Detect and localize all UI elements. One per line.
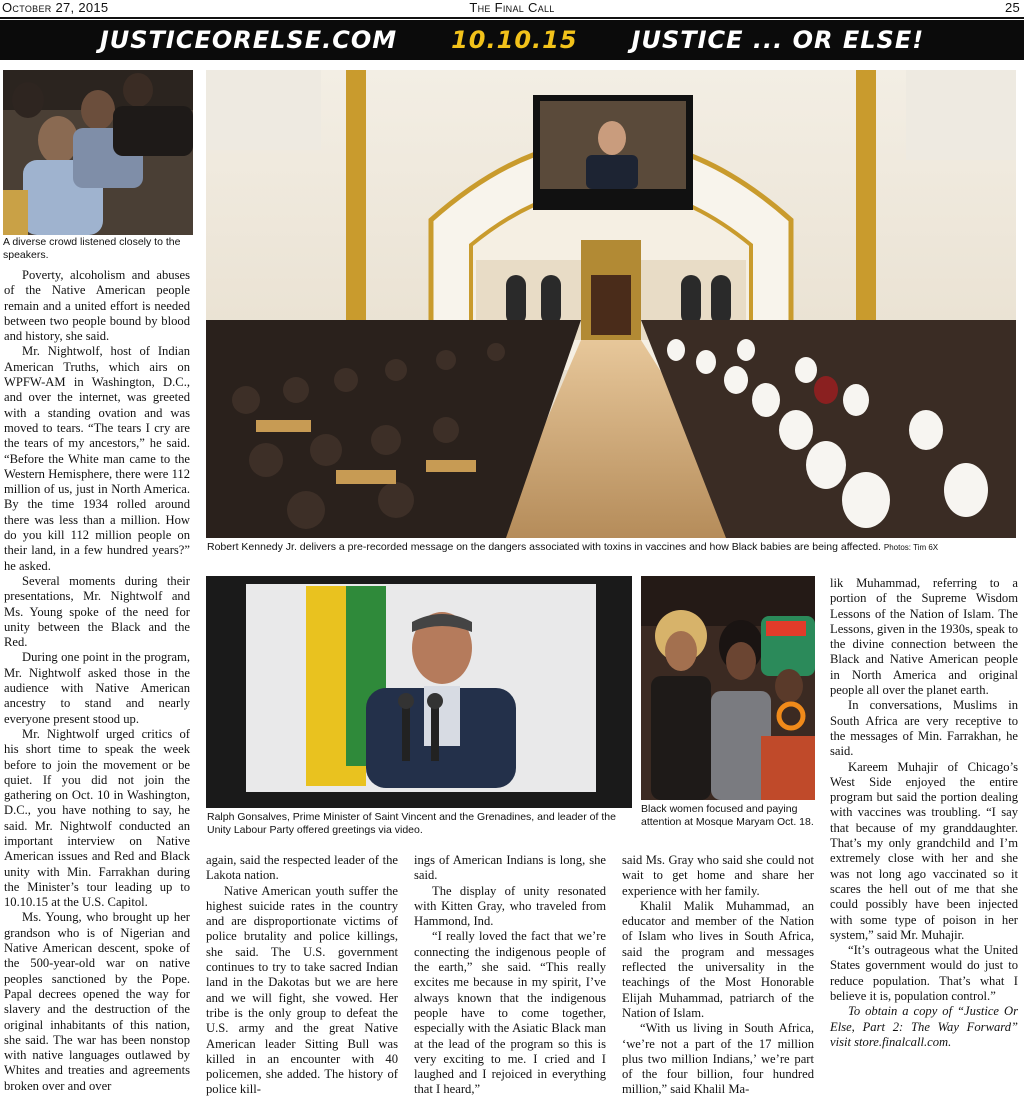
gonsalves-caption: Ralph Gonsalves, Prime Minister of Saint Vincent and the Grenadines, and leader of the Unity Labour Party offered greetings via video. <box>207 811 616 836</box>
paragraph: Kareem Muhajir of Chicago’s West Side enjoyed the entire program but said the portion dealing with vaccines was troubling. “I say that because of my granddaughter. That’s my only grandchild and I’m extremely close with her and she was not long ago vaccinated so it scares the hell out of me that she could possibly have been injected with some type of poison in her system,” said Mr. Muhajir. <box>830 759 1018 942</box>
paragraph: The display of unity resonated with Kitten Gray, who traveled from Hammond, Ind. <box>414 883 606 929</box>
page-header <box>0 0 1024 17</box>
paragraph: said Ms. Gray who said she could not wait to get home and share her experience with her family. <box>622 853 814 898</box>
header-rule <box>0 17 1024 19</box>
paragraph: During one point in the program, Mr. Nightwolf asked those in the audience with Native American ancestry to stand and nearly everyone present stood up. <box>4 650 190 726</box>
paragraph: Poverty, alcoholism and abuses of the Native American people remain and a united effort is needed between two people bound by blood and history, she said. <box>4 268 190 344</box>
justice-banner <box>0 20 1024 60</box>
banner-site: JUSTICEORELSE.COM <box>99 26 398 54</box>
article-column-5 <box>830 576 1018 1050</box>
paragraph: Native American youth suffer the highest suicide rates in the country and are disproportionate victims of police brutality and police killings, she said. The U.S. government continues to try to take sacred Indian land in the Dakotas but we are here and we will fight, she vowed. Her tribe is the only group to defeat the U.S. army and the great Native American leader Sitting Bull was killed in an encounter with 40 policemen, she added. The history of police kill- <box>206 883 398 1097</box>
paragraph: Ms. Young, who brought up her grandson who is of Nigerian and Native American descent, spoke of the 500-year-old war on native peoples sanctioned by the Pope. Papal decrees opened the way for slavery and the destruction of the original inhabitants of this nation, she said. The war has been nonstop with native languages outlawed by Whites and treaties and agreements broken over and over <box>4 910 190 1093</box>
paragraph: Several moments during their presentations, Mr. Nightwolf and Ms. Young spoke of the need for unity between the Black and the Red. <box>4 573 190 650</box>
women-photo <box>641 576 815 800</box>
banner-slogan: JUSTICE ... OR ELSE! <box>631 26 925 54</box>
closing-note: To obtain a copy of “Justice Or Else, Part 2: The Way Forward” visit store.finalcall.com. <box>830 1004 1018 1049</box>
paragraph: Khalil Malik Muhammad, an educator and member of the Nation of Islam who lives in South Africa, said the program and messages reflected the universality in the teachings of the Most Honorable Elijah Muhammad, patriarch of the Nation of Islam. <box>622 898 814 1020</box>
article-column-2 <box>206 853 398 1098</box>
publication-name: The Final Call <box>469 0 555 15</box>
banner-date: 10.10.15 <box>451 26 578 54</box>
paragraph: Mr. Nightwolf urged critics of his short time to speak the week before to join the movement or be quiet. If you did not join the gathering on Oct. 10 in Washington, D.C., you have nothing to say, he said. Mr. Nightwolf conducted an important interview on Native American issues and Red and Black unity with Min. Farrakhan during the Minister’s tour leading up to 10.10.15 at the U.S. Capitol. <box>4 726 190 910</box>
paragraph: Mr. Nightwolf, host of Indian American Truths, which airs on WPFW-AM in Washington, D.C., and over the internet, was greeted with a standing ovation and was moved to tears. “The tears I cry are the tears of my ancestors,” he said. “Before the White man came to the Western Hemisphere, there were 112 million of us, just in North America. By the time 1934 rolled around there was less than a million. How do you kill 112 million people on their land, in a few hundred years?” he asked. <box>4 344 190 573</box>
page-number: 25 <box>1004 0 1020 15</box>
article-column-4 <box>622 853 814 1098</box>
photo-credit: Photos: Tim 6X <box>883 543 939 552</box>
paragraph: “It’s outrageous what the United States government would do just to reduce population. That’s what I believe it is, population control.” <box>830 943 1018 1004</box>
mosque-photo <box>206 70 1016 538</box>
crowd-photo <box>3 70 193 235</box>
article-column-3 <box>414 853 606 1098</box>
article-column-1 <box>4 268 190 1094</box>
mosque-caption-text: Robert Kennedy Jr. delivers a pre-recorded message on the dangers associated with toxins in vaccines and how Black babies are being affected. <box>207 541 881 553</box>
paragraph: again, said the respected leader of the Lakota nation. <box>206 853 398 883</box>
women-caption: Black women focused and paying attention at Mosque Maryam Oct. 18. <box>641 803 814 828</box>
paragraph: lik Muhammad, referring to a portion of the Supreme Wisdom Lessons of the Nation of Islam. The Lessons, given in the 1930s, speak to the divine connection between the Black and Native American people in North America and original people all over the planet earth. <box>830 576 1018 698</box>
gonsalves-photo <box>206 576 632 808</box>
crowd-caption: A diverse crowd listened closely to the speakers. <box>3 236 181 261</box>
mosque-caption <box>207 541 1019 554</box>
paragraph: “I really loved the fact that we’re connecting the indigenous people of the earth,” she said. “This really excites me because in my spirit, I’ve always known that the indigenous people have to come together, especially with the Asiatic Black man at the lead of the program so this is very exciting to me. I cried and I laughed and I rejoiced in everything that I heard,” <box>414 929 606 1097</box>
paragraph: “With us living in South Africa, ‘we’re not a part of the 17 million plus two million Indians,’ we’re part of the four billion, four hundred million,” said Khalil Ma- <box>622 1021 814 1097</box>
paragraph: ings of American Indians is long, she said. <box>414 853 606 883</box>
issue-date: October 27, 2015 <box>2 0 109 15</box>
paragraph: In conversations, Muslims in South Africa are very receptive to the messages of Min. Farrakhan, he said. <box>830 698 1018 759</box>
